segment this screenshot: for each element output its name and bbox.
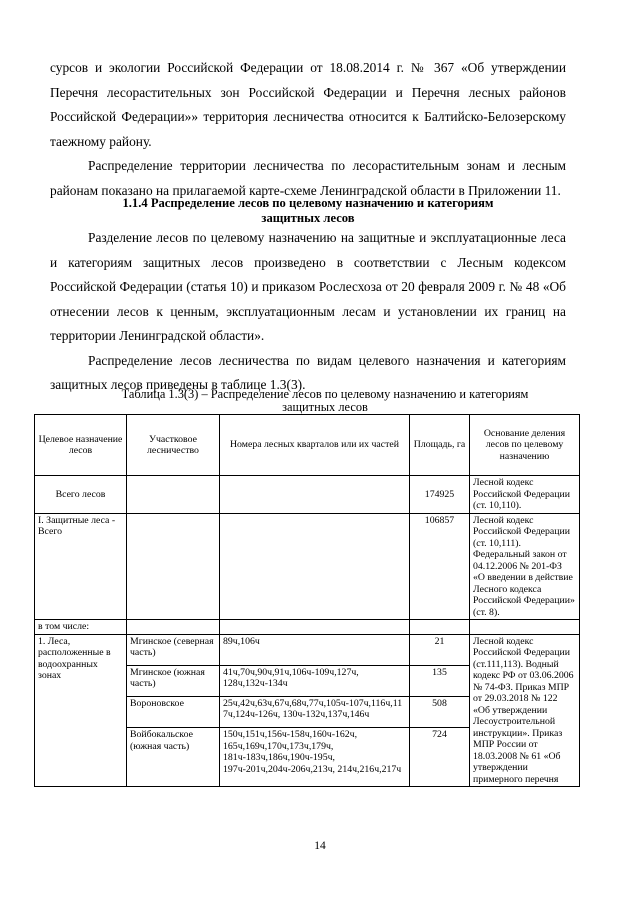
table-caption-line2: защитных лесов	[282, 400, 368, 414]
table-row-water-1	[35, 634, 580, 665]
header-purpose: Целевое назначение лесов	[35, 415, 127, 476]
cell-total-area: 174925	[410, 476, 470, 514]
cell-protective-area: 106857	[410, 513, 470, 620]
cell-water-quarters: 150ч,151ч,156ч-158ч,160ч-162ч, 165ч,169ч,170ч,173ч,179ч, 181ч-183ч,186ч,190ч-195ч, 197ч-201ч,204ч-206ч,213ч, 214ч,216ч,217ч	[220, 728, 410, 787]
paragraph-continuation: сурсов и экологии Российской Федерации от 18.08.2014 г. № 367 «Об утверждении Перечня лесорастительных зон Российской Федерации и Перечня лесных районов Российской Федерации»» территория лесничества относится к Балтийско-Белозерскому таежному району.	[50, 60, 566, 149]
table-row-total	[35, 476, 580, 514]
cell-including: в том числе:	[35, 620, 127, 635]
cell-water-area: 508	[410, 696, 470, 727]
body-text-top	[50, 56, 566, 203]
cell-protective-district	[127, 513, 220, 620]
cell-water-purpose: 1. Леса, расположенные в водоохранных зонах	[35, 634, 127, 787]
table-caption-line1: Таблица 1.3(3) – Распределение лесов по целевому назначению и категориям	[121, 387, 529, 401]
cell-water-quarters: 89ч,106ч	[220, 634, 410, 665]
paragraph-distribution: Распределение лесов лесничества по видам целевого назначения и категориям защитных лесов приведены в таблице 1.3(3).	[50, 352, 566, 392]
cell-water-quarters: 25ч,42ч,63ч,67ч,68ч,77ч,105ч-107ч,116ч,117ч,124ч-126ч, 130ч-132ч,137ч,146ч	[220, 696, 410, 727]
header-area: Площадь, га	[410, 415, 470, 476]
cell-total-district	[127, 476, 220, 514]
cell-water-area: 135	[410, 665, 470, 696]
cell-protective-quarters	[220, 513, 410, 620]
cell-water-district: Мгинское (южная часть)	[127, 665, 220, 696]
body-text-middle	[50, 226, 566, 398]
table-caption	[60, 388, 590, 414]
cell-including-district	[127, 620, 220, 635]
cell-water-basis: Лесной кодекс Российской Федерации (ст.111,113). Водный кодекс РФ от 03.06.2006 № 74-ФЗ. Приказ МПР от 29.03.2018 № 122 «Об утверждении Лесоустроительной инструкции». Приказ МПР России от 18.03.2008 № 61 «Об утверждении примерного перечня	[470, 634, 580, 787]
forest-distribution-table	[34, 414, 580, 787]
section-heading-line2: защитных лесов	[261, 211, 355, 225]
cell-including-quarters	[220, 620, 410, 635]
cell-total-purpose: Всего лесов	[35, 476, 127, 514]
table-header-row	[35, 415, 580, 476]
cell-including-basis	[470, 620, 580, 635]
cell-water-quarters: 41ч,70ч,90ч,91ч,106ч-109ч,127ч, 128ч,132ч-134ч	[220, 665, 410, 696]
header-district: Участковое лесничество	[127, 415, 220, 476]
cell-water-area: 724	[410, 728, 470, 787]
section-heading-line1: 1.1.4 Распределение лесов по целевому назначению и категориям	[122, 196, 494, 210]
table-row-including	[35, 620, 580, 635]
paragraph-zones: Распределение территории лесничества по лесорастительным зонам и лесным районам показано на прилагаемой карте-схеме Ленинградской области в Приложении 11.	[50, 158, 566, 198]
cell-water-area: 21	[410, 634, 470, 665]
cell-water-district: Войбокальское (южная часть)	[127, 728, 220, 787]
header-basis: Основание деления лесов по целевому назначению	[470, 415, 580, 476]
table-row-protective	[35, 513, 580, 620]
cell-total-basis: Лесной кодекс Российской Федерации (ст. 10,110).	[470, 476, 580, 514]
cell-water-district: Вороновское	[127, 696, 220, 727]
cell-water-district: Мгинское (северная часть)	[127, 634, 220, 665]
cell-protective-basis: Лесной кодекс Российской Федерации (ст. 10,111). Федеральный закон от 04.12.2006 № 201-ФЗ «О введении в действие Лесного кодекса Российской Федерации» (ст. 8).	[470, 513, 580, 620]
page-number: 14	[314, 840, 326, 852]
cell-total-quarters	[220, 476, 410, 514]
section-heading	[50, 196, 566, 226]
header-quarters: Номера лесных кварталов или их частей	[220, 415, 410, 476]
cell-including-area	[410, 620, 470, 635]
cell-protective-purpose: I. Защитные леса - Всего	[35, 513, 127, 620]
paragraph-division: Разделение лесов по целевому назначению на защитные и эксплуатационные леса и категориям защитных лесов произведено в соответствии с Лесным кодексом Российской Федерации (статья 10) и приказом Рослесхоза от 20 февраля 2009 г. № 48 «Об отнесении лесов к ценным, эксплуатационным лесам и установлении их границ на территории Ленинградской области».	[50, 230, 566, 343]
